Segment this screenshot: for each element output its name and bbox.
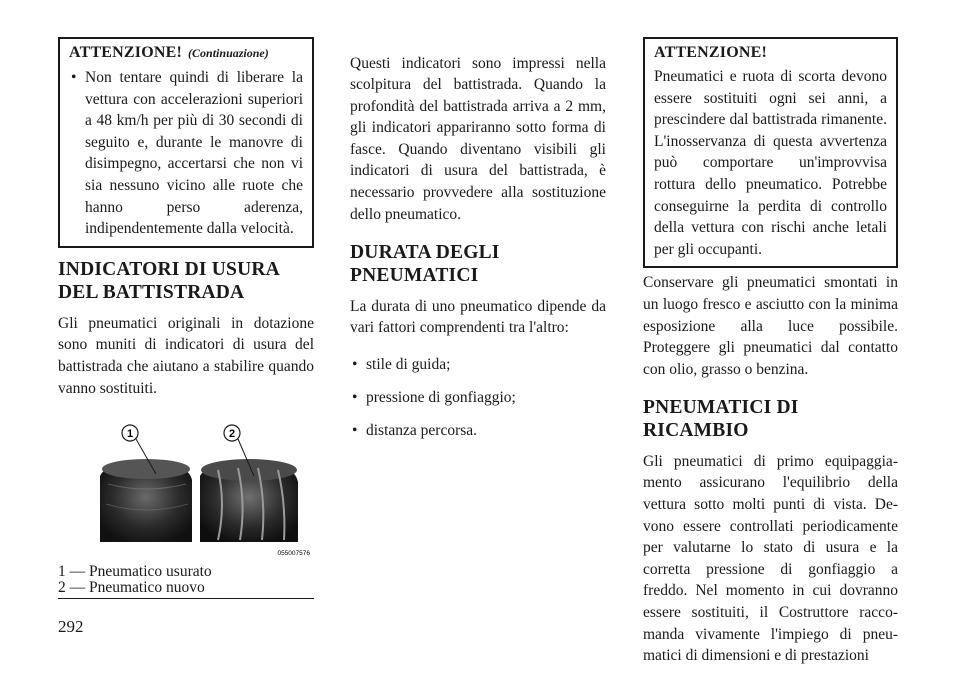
factors-list xyxy=(350,354,606,441)
callout-number-1: 1 xyxy=(126,428,134,441)
paragraph-indicatori: Gli pneumatici originali in dotazione sono muniti di indicatori di usura del battistrada che aiutano a stabilire quando vanno sostituiti. xyxy=(58,314,314,397)
section-heading-indicatori xyxy=(58,258,314,304)
warning-bullet-list xyxy=(69,67,303,240)
warning-text: Pneumatici e ruota di scorta devono essere sostituiti ogni sei anni, a prescindere dal battistrada rimanente. L'inosservanza di questa avvertenza può comportare un'improvvisa rottura dello pneumatico. Potrebbe conseguirne la perdita di controllo della vettura con rischi anche letali per gli occupanti. xyxy=(654,68,887,258)
column-right xyxy=(643,37,898,682)
figure-caption-1: 1 — Pneumatico usurato xyxy=(58,563,212,581)
paragraph-durata: La durata di uno pneumatico dipende da vari fattori comprendenti tra l'altro: xyxy=(350,297,606,337)
warning-bullet: • Non tentare quindi di liberare la vettura con accelerazioni superiori a 48 km/h per più di 30 secondi di seguito e, durante le manovre di disimpegno, accertarsi che non vi sia nessuno vicino alle ruote che hanno perso aderenza, indipendentemente dalla velocità. xyxy=(69,67,303,240)
figure-code: 055007576 xyxy=(277,550,310,558)
paragraph-indicatori-cont: Questi indicatori sono impressi nella scolpitura del battistrada. Quando la profondità del battistrada arriva a 2 mm, gli indicatori appariranno sotto forma di fasce. Quando diventano visibili gli indicatori di usura del battistrada, è necessario provvedere alla sostituzione dello pneumatico. xyxy=(350,54,606,223)
section-heading-durata xyxy=(350,241,606,287)
warning-title: ATTENZIONE! xyxy=(69,44,183,61)
paragraph-conservare: Conservare gli pneumatici smontati in un luogo fresco e asciutto con la minima esposizione alla luce possibile. Proteggere gli pneumatici dal contatto con olio, grasso o benzina. xyxy=(643,274,898,378)
new-tire-image xyxy=(200,459,298,542)
warning-title: ATTENZIONE! xyxy=(654,44,768,61)
callout-number-2: 2 xyxy=(228,428,236,441)
warning-box xyxy=(643,37,898,268)
column-middle xyxy=(350,37,606,452)
column-left xyxy=(58,37,314,599)
heading-line: DURATA DEGLI xyxy=(350,241,500,263)
warning-heading xyxy=(69,43,303,63)
warning-box-continued xyxy=(58,37,314,248)
worn-tire-image xyxy=(100,459,192,542)
list-item: • stile di guida; xyxy=(350,354,606,376)
tire-illustration xyxy=(58,424,314,564)
caption-rule xyxy=(58,598,314,599)
figure-caption-2: 2 — Pneumatico nuovo xyxy=(58,579,205,597)
section-heading-ricambio: PNEUMATICI DI RICAMBIO xyxy=(643,396,799,441)
heading-line: PNEUMATICI xyxy=(350,264,479,286)
heading-line: DEL BATTISTRADA xyxy=(58,281,245,303)
heading-line: INDICATORI DI USURA xyxy=(58,258,280,280)
tire-wear-figure xyxy=(58,424,314,564)
warning-continued-label: (Continuazione) xyxy=(188,46,269,60)
paragraph-ricambio: Gli pneumatici di primo equipaggiamento assicurano l'equilibrio della vettura sotto molti punti di vista. Devono essere controllati periodicamente per valutarne lo stato di usura e la corretta pressione di gonfiaggio a freddo. Nel momento in cui dovranno essere sostituiti, il Costruttore raccomanda vivamente l'impiego di pneumatici di dimensioni e di prestazioni xyxy=(643,452,898,665)
list-item: • pressione di gonfiaggio; xyxy=(350,387,606,409)
page-number: 292 xyxy=(58,617,84,636)
list-item: • distanza percorsa. xyxy=(350,420,606,442)
